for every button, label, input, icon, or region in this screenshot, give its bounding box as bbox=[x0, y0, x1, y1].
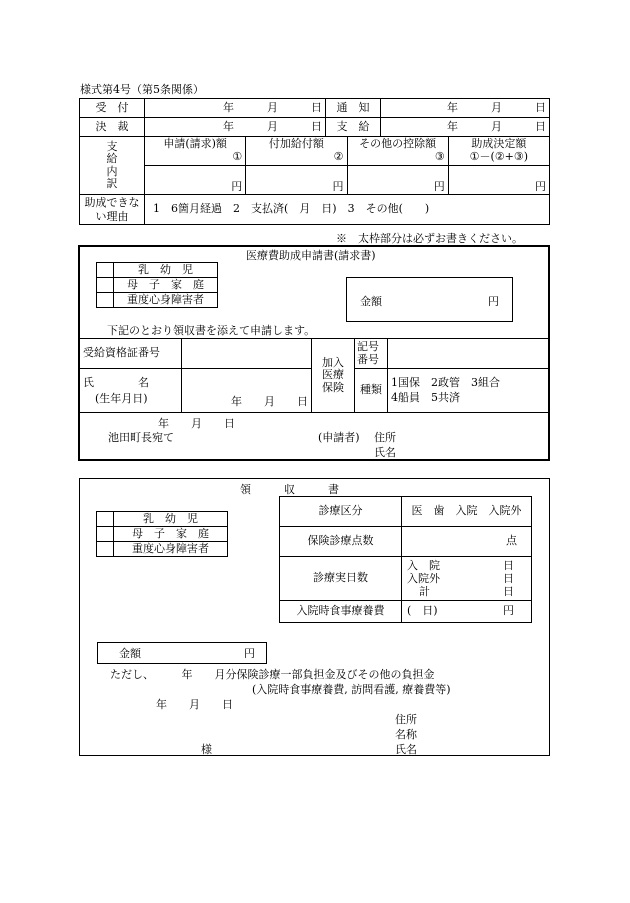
request-amount-field[interactable]: 円 bbox=[145, 166, 246, 194]
symbol-no-label: 記号番号 bbox=[355, 339, 388, 369]
type-options[interactable]: 1国保 2政管 3組合 4船員 5共済 bbox=[388, 369, 549, 413]
category-checkbox[interactable] bbox=[97, 542, 114, 557]
receipt-title: 領 収 書 bbox=[240, 483, 339, 496]
receipt-provision-sub: (入院時食事療養費, 訪問看護, 療養費等) bbox=[252, 683, 451, 696]
category-disability: 重度心身障害者 bbox=[114, 293, 218, 308]
symbol-no-field[interactable] bbox=[388, 339, 549, 369]
receipt-categories bbox=[96, 511, 228, 557]
insurance-label: 加入医療保険 bbox=[312, 339, 355, 413]
additional-benefit-header: 付加給付額 ② bbox=[246, 137, 347, 165]
breakdown-headers bbox=[145, 137, 550, 166]
paid-label: 支 給 bbox=[326, 118, 381, 137]
division-label: 診療区分 bbox=[280, 497, 402, 527]
division-options[interactable]: 医 歯 入院 入院外 bbox=[402, 497, 532, 527]
treatment-table bbox=[279, 496, 532, 623]
receipt-name-label: 氏名 bbox=[395, 743, 417, 756]
applicant-address-label: 住所 bbox=[374, 431, 396, 444]
points-label: 保険診療点数 bbox=[280, 527, 402, 557]
breakdown-label: 支給内訳 bbox=[80, 137, 145, 195]
category-single-parent: 母 子 家 庭 bbox=[114, 527, 228, 542]
request-amount-header: 申請(請求)額 ① bbox=[145, 137, 246, 165]
paid-date[interactable]: 年 月 日 bbox=[381, 118, 550, 137]
decided-amount-field[interactable]: 円 bbox=[535, 180, 546, 194]
form-number: 様式第4号（第5条関係） bbox=[80, 83, 204, 96]
cert-no-label: 受給資格証番号 bbox=[80, 339, 182, 369]
category-infant: 乳 幼 児 bbox=[114, 263, 218, 278]
category-single-parent: 母 子 家 庭 bbox=[114, 278, 218, 293]
reason-options[interactable]: 1 6箇月経過 2 支払済( 月 日) 3 その他( ) bbox=[145, 195, 550, 225]
applicant-name-label: 氏名 bbox=[374, 446, 396, 459]
receipt-amount-unit: 円 bbox=[244, 647, 255, 660]
application-title: 医療費助成申請書(請求書) bbox=[246, 249, 376, 262]
other-deduction-header: その他の控除額 ③ bbox=[348, 137, 449, 165]
category-checkbox[interactable] bbox=[97, 527, 114, 542]
name-label: 氏 名 (生年月日) bbox=[80, 369, 182, 413]
application-categories bbox=[96, 262, 218, 308]
application-amount-label: 金額 bbox=[360, 295, 382, 308]
received-label: 受 付 bbox=[80, 99, 145, 118]
days-fields[interactable]: 入 院 日 入院外 日 計 日 bbox=[402, 557, 532, 601]
notified-label: 通 知 bbox=[326, 99, 381, 118]
category-checkbox[interactable] bbox=[97, 278, 114, 293]
additional-benefit-field[interactable]: 円 bbox=[246, 166, 347, 194]
category-infant: 乳 幼 児 bbox=[114, 512, 228, 527]
meal-label: 入院時食事療養費 bbox=[280, 601, 402, 623]
other-deduction-field[interactable]: 円 bbox=[348, 166, 449, 194]
category-disability: 重度心身障害者 bbox=[114, 542, 228, 557]
required-note: ※ 太枠部分は必ずお書きください。 bbox=[336, 232, 523, 245]
application-statement: 下記のとおり領収書を添えて申請します。 bbox=[107, 324, 316, 337]
breakdown-values bbox=[145, 166, 550, 195]
application-date[interactable]: 年 月 日 bbox=[158, 417, 235, 430]
decided-label: 決 裁 bbox=[80, 118, 145, 137]
decided-amount-header: 助成決定額 ①－(②+③) bbox=[469, 137, 529, 163]
notified-date[interactable]: 年 月 日 bbox=[381, 99, 550, 118]
category-checkbox[interactable] bbox=[97, 263, 114, 278]
points-field[interactable]: 点 bbox=[402, 527, 532, 557]
meal-field[interactable]: ( 日) 円 bbox=[402, 601, 532, 623]
category-checkbox[interactable] bbox=[97, 512, 114, 527]
decided-date[interactable]: 年 月 日 bbox=[145, 118, 326, 137]
receipt-provision: ただし、 年 月分保険診療一部負担金及びその他の負担金 bbox=[110, 668, 435, 681]
type-label: 種類 bbox=[355, 369, 388, 413]
receipt-address-label: 住所 bbox=[395, 713, 417, 726]
reason-label: 助成できない理由 bbox=[80, 195, 145, 225]
received-date[interactable]: 年 月 日 bbox=[145, 99, 326, 118]
application-amount-unit: 円 bbox=[488, 295, 499, 308]
name-dob-field[interactable]: 年 月 日 bbox=[182, 369, 312, 413]
category-checkbox[interactable] bbox=[97, 293, 114, 308]
applicant-table bbox=[79, 338, 549, 413]
applicant-label: (申請者) bbox=[318, 431, 360, 444]
cert-no-field[interactable] bbox=[182, 339, 312, 369]
receipt-org-label: 名称 bbox=[395, 728, 417, 741]
receipt-amount-label: 金額 bbox=[119, 647, 141, 660]
days-label: 診療実日数 bbox=[280, 557, 402, 601]
receipt-date[interactable]: 年 月 日 bbox=[156, 698, 233, 711]
addressee: 池田町長宛て bbox=[108, 431, 174, 444]
receipt-recipient-suffix: 様 bbox=[201, 743, 212, 756]
office-use-table bbox=[79, 98, 550, 225]
